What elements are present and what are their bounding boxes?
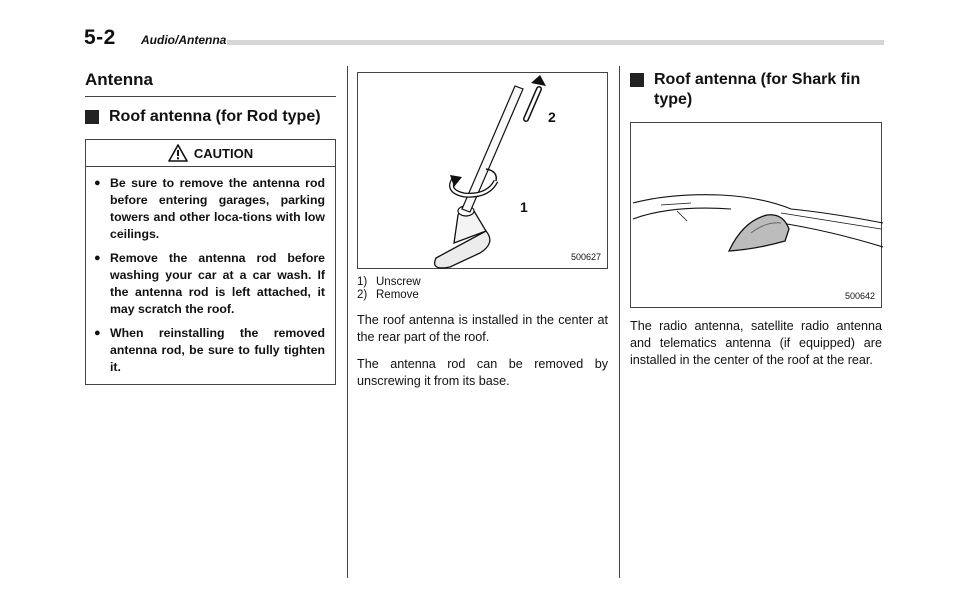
rod-antenna-illustration: [358, 73, 609, 270]
column-divider: [347, 66, 348, 578]
warning-triangle-icon: [168, 144, 188, 162]
legend-item: 2) Remove: [357, 289, 419, 301]
square-bullet-icon: [630, 73, 644, 87]
paragraph: The roof antenna is installed in the center at the rear part of the roof.: [357, 313, 608, 344]
shark-fin-heading-text: Roof antenna (for Shark fin type): [654, 71, 861, 108]
rod-antenna-figure: [357, 72, 608, 269]
bullet-dot: ●: [94, 252, 101, 264]
bullet-dot: ●: [94, 327, 101, 339]
left-column: [85, 66, 336, 385]
shark-fin-figure: [630, 122, 882, 308]
page-number: 5-2: [84, 26, 116, 49]
right-column: [630, 66, 882, 369]
square-bullet-icon: [85, 110, 99, 124]
caution-item: ● Be sure to remove the antenna rod before entering garages, parking towers and other loca-tions with low ceilings.: [94, 176, 325, 241]
caution-title: CAUTION: [193, 145, 254, 161]
rod-type-heading: [85, 107, 336, 127]
caution-list: [86, 167, 335, 384]
figure-legend: [357, 276, 608, 302]
paragraph: The antenna rod can be removed by unscrewing it from its base.: [357, 357, 608, 388]
shark-fin-illustration: [631, 123, 883, 309]
rod-type-heading-text: Roof antenna (for Rod type): [109, 108, 321, 125]
caution-header: [86, 140, 335, 167]
figure-code: 500627: [570, 252, 601, 262]
caution-item: ● When reinstalling the removed antenna rod, be sure to fully tighten it.: [94, 326, 325, 374]
paragraph: The radio antenna, satellite radio antenna and telematics antenna (if equipped) are installed in the center of the roof at the rear.: [630, 319, 882, 367]
page-header: [84, 26, 884, 48]
callout-1: 1: [520, 199, 528, 215]
shark-fin-heading: [630, 70, 882, 110]
figure-code: 500642: [844, 291, 875, 301]
antenna-heading: Antenna: [85, 70, 336, 97]
bullet-dot: ●: [94, 177, 101, 189]
column-divider: [619, 66, 620, 578]
callout-2: 2: [548, 109, 556, 125]
middle-column: [357, 66, 608, 390]
caution-item: ● Remove the antenna rod before washing your car at a car wash. If the antenna rod is left attached, it may scratch the roof.: [94, 251, 325, 316]
caution-box: [85, 139, 336, 385]
legend-item: 1) Unscrew: [357, 276, 421, 288]
header-rule: [227, 40, 884, 45]
section-title: Audio/Antenna: [141, 33, 227, 47]
